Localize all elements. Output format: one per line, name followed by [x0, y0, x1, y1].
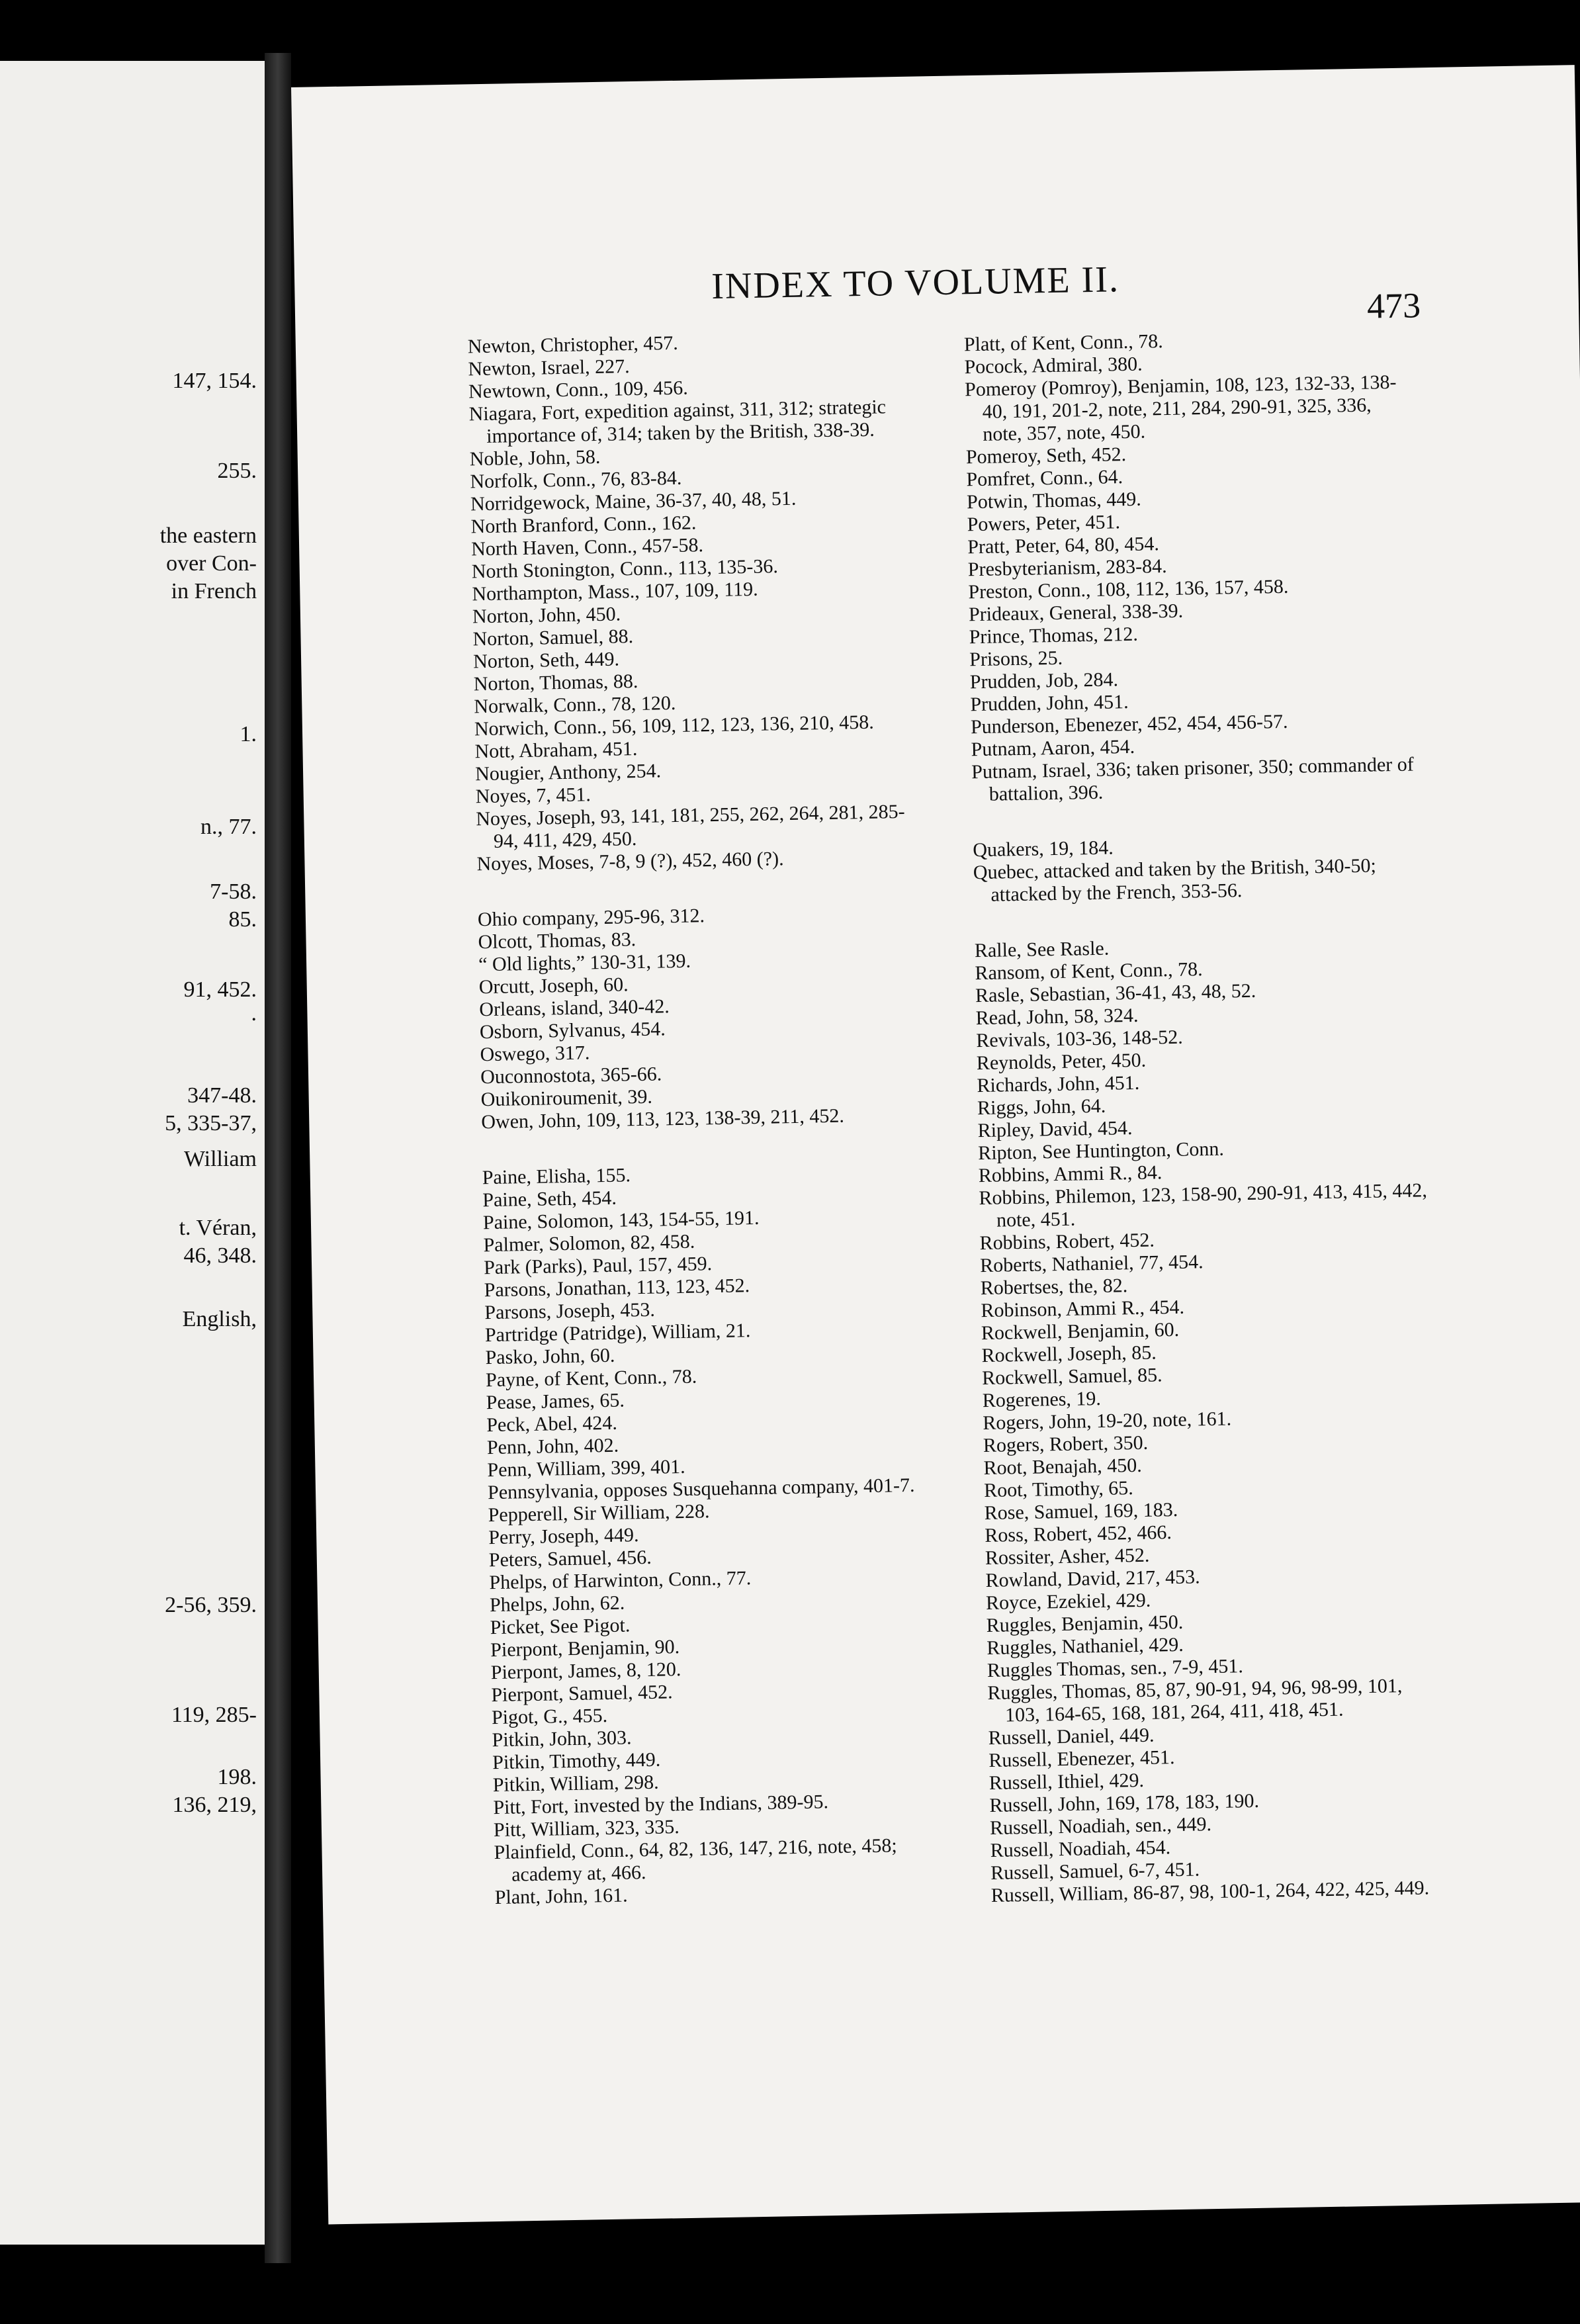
index-entry: Robinson, Ammi R., 454.: [981, 1296, 1185, 1322]
index-entry: Norton, Samuel, 88.: [472, 625, 634, 650]
index-entry: Penn, John, 402.: [486, 1434, 619, 1459]
index-entry: Pomeroy, Seth, 452.: [965, 443, 1127, 469]
index-entry: Northampton, Mass., 107, 109, 119.: [472, 578, 758, 605]
index-entry: Putnam, Aaron, 454.: [971, 735, 1135, 761]
fragment-text: 1.: [240, 722, 257, 746]
index-entry: Oswego, 317.: [480, 1042, 590, 1066]
index-entry: Ripton, See Huntington, Conn.: [977, 1138, 1225, 1165]
fragment-text: William: [183, 1147, 257, 1171]
index-entry: Root, Timothy, 65.: [983, 1477, 1134, 1502]
fragment-text: English,: [182, 1307, 257, 1331]
index-entry: Pratt, Peter, 64, 80, 454.: [967, 533, 1160, 559]
index-entry: Perry, Joseph, 449.: [488, 1524, 639, 1549]
index-entry: Pease, James, 65.: [486, 1389, 625, 1414]
index-entry: Ruggles, Benjamin, 450.: [986, 1611, 1184, 1637]
index-entry: Root, Benajah, 450.: [983, 1454, 1142, 1480]
index-entry: Rowland, David, 217, 453.: [985, 1566, 1200, 1592]
index-entry: Plant, John, 161.: [494, 1884, 628, 1909]
index-entry: Read, John, 58, 324.: [975, 1004, 1139, 1030]
index-entry: Paine, Solomon, 143, 154-55, 191.: [482, 1206, 760, 1234]
index-entry: Nougier, Anthony, 254.: [474, 760, 662, 785]
index-entry: Ruggles, Thomas, 85, 87, 90-91, 94, 96, 98-99, 101, 103, 164-65, 168, 181, 264, 411, 418, 451.: [987, 1675, 1403, 1726]
index-entry: Parsons, Jonathan, 113, 123, 452.: [484, 1274, 750, 1302]
index-entry: Prince, Thomas, 212.: [969, 623, 1139, 648]
index-entry: Ripley, David, 454.: [977, 1117, 1133, 1142]
index-entry: Ouikoniroumenit, 39.: [480, 1085, 653, 1111]
index-entry: Russell, William, 86-87, 98, 100-1, 264, 422, 425, 449.: [990, 1877, 1430, 1906]
index-entry: Newtown, Conn., 109, 456.: [468, 377, 688, 403]
fragment-text: 46, 348.: [183, 1243, 257, 1268]
index-entry: Ruggles Thomas, sen., 7-9, 451.: [987, 1655, 1244, 1682]
index-entry: Robbins, Robert, 452.: [979, 1229, 1155, 1255]
index-entry: North Haven, Conn., 457-58.: [470, 534, 704, 560]
index-entry: Olcott, Thomas, 83.: [478, 928, 636, 954]
index-entry: Norton, Seth, 449.: [472, 648, 620, 673]
index-entry: “ Old lights,” 130-31, 139.: [478, 950, 691, 976]
index-entry: Parsons, Joseph, 453.: [484, 1298, 656, 1324]
index-entry: Richards, John, 451.: [977, 1071, 1140, 1097]
index-entry: Ruggles, Nathaniel, 429.: [987, 1633, 1184, 1660]
index-entry: Prisons, 25.: [969, 647, 1063, 671]
index-entry: Osborn, Sylvanus, 454.: [479, 1018, 666, 1044]
index-entry: Pepperell, Sir William, 228.: [488, 1500, 710, 1527]
page-number: 473: [1366, 285, 1421, 326]
index-entry: Niagara, Fort, expedition against, 311, 312; strategic importance of, 314; taken by the British, 338-39.: [468, 396, 887, 447]
index-entry: Quebec, attacked and taken by the British, 340-50; attacked by the French, 353-56.: [973, 854, 1377, 906]
index-entry: Orcutt, Joseph, 60.: [478, 973, 629, 999]
index-entry: Norfolk, Conn., 76, 83-84.: [470, 467, 682, 493]
index-entry: Pomfret, Conn., 64.: [966, 466, 1123, 491]
index-entry: Ohio company, 295-96, 312.: [477, 905, 705, 931]
index-entry: Pigot, G., 455.: [491, 1705, 608, 1729]
index-entry: Pitkin, William, 298.: [492, 1771, 659, 1797]
fragment-text: 119, 285-: [171, 1703, 257, 1727]
index-entry: Noyes, Moses, 7-8, 9 (?), 452, 460 (?).: [476, 848, 784, 875]
index-entry: Russell, Daniel, 449.: [988, 1724, 1155, 1749]
index-entry: Preston, Conn., 108, 112, 136, 157, 458.: [968, 575, 1289, 603]
index-entry: Palmer, Solomon, 82, 458.: [483, 1230, 695, 1257]
fragment-text: 2-56, 359.: [165, 1593, 257, 1617]
index-entry: Robbins, Philemon, 123, 158-90, 290-91, 413, 415, 442, note, 451.: [979, 1179, 1428, 1231]
index-entry: Pierpont, James, 8, 120.: [490, 1658, 681, 1684]
index-entry: Nott, Abraham, 451.: [474, 738, 638, 763]
facing-page-fragment: [0, 61, 265, 2245]
fragment-text: over Con-: [166, 551, 257, 576]
index-entry: Pocock, Admiral, 380.: [964, 353, 1143, 379]
index-entry: Park (Parks), Paul, 157, 459.: [483, 1253, 713, 1279]
index-entry: Norton, Thomas, 88.: [473, 670, 638, 695]
index-column-right: [964, 326, 1441, 1907]
index-entry: Pasko, John, 60.: [485, 1344, 615, 1369]
index-entry: Pitt, Fort, invested by the Indians, 389-95.: [493, 1791, 829, 1819]
index-entry: Quakers, 19, 184.: [972, 836, 1114, 862]
fragment-text: 136, 219,: [172, 1793, 257, 1817]
running-header: INDEX TO VOLUME II.: [711, 259, 1120, 307]
fragment-text: 198.: [217, 1765, 257, 1789]
fragment-text: t. Véran,: [179, 1216, 257, 1240]
book-spine: [265, 53, 291, 2263]
index-entry: Russell, Noadiah, 454.: [990, 1836, 1171, 1861]
index-entry: Potwin, Thomas, 449.: [966, 488, 1141, 514]
index-entry: Roberts, Nathaniel, 77, 454.: [979, 1251, 1204, 1277]
index-entry: Norwalk, Conn., 78, 120.: [474, 692, 676, 718]
index-entry: North Stonington, Conn., 113, 135-36.: [471, 555, 779, 583]
index-column-left: [468, 328, 945, 1910]
fragment-text: the eastern: [159, 523, 257, 548]
index-entry: Phelps, John, 62.: [489, 1591, 625, 1617]
index-entry: Peters, Samuel, 456.: [488, 1546, 652, 1572]
index-entry: Picket, See Pigot.: [490, 1614, 631, 1639]
fragment-text: 147, 154.: [172, 369, 257, 393]
index-entry: Pitt, William, 323, 335.: [493, 1816, 680, 1842]
index-entry: Rockwell, Benjamin, 60.: [981, 1318, 1180, 1345]
index-entry: Pomeroy (Pomroy), Benjamin, 108, 123, 132-33, 138-40, 191, 201-2, note, 211, 284, 290-91, 325, 336, note, 357, note, 450.: [964, 371, 1397, 445]
index-entry: Partridge (Patridge), William, 21.: [484, 1319, 751, 1347]
index-entry: Norridgewock, Maine, 36-37, 40, 48, 51.: [470, 487, 797, 515]
index-entry: Riggs, John, 64.: [977, 1095, 1106, 1120]
fragment-text: 347-48.: [187, 1083, 257, 1108]
index-entry: Rose, Samuel, 169, 183.: [984, 1498, 1178, 1525]
index-entry: Paine, Seth, 454.: [482, 1186, 617, 1212]
index-entry: Rogerenes, 19.: [982, 1387, 1102, 1412]
fragment-text: 85.: [228, 907, 257, 932]
index-entry: Rasle, Sebastian, 36-41, 43, 48, 52.: [975, 979, 1256, 1007]
index-entry: Reynolds, Peter, 450.: [976, 1049, 1147, 1075]
fragment-text: 7-58.: [210, 879, 257, 904]
index-entry: Ross, Robert, 452, 466.: [985, 1521, 1172, 1547]
index-entry: Russell, Samuel, 6-7, 451.: [990, 1858, 1200, 1884]
fragment-text: n., 77.: [200, 815, 257, 839]
index-entry: Norton, John, 450.: [472, 603, 621, 628]
index-entry: Russell, John, 169, 178, 183, 190.: [989, 1789, 1260, 1816]
index-entry: Rogers, John, 19-20, note, 161.: [983, 1408, 1232, 1435]
index-entry: Ransom, of Kent, Conn., 78.: [975, 958, 1203, 985]
index-entry: Pitkin, Timothy, 449.: [492, 1748, 661, 1774]
fragment-text: .: [251, 1001, 257, 1026]
index-entry: Pierpont, Benjamin, 90.: [490, 1636, 680, 1662]
fragment-text: 5, 335-37,: [165, 1111, 257, 1136]
index-entry: Payne, of Kent, Conn., 78.: [485, 1365, 697, 1392]
index-entry: Owen, John, 109, 113, 123, 138-39, 211, 452.: [481, 1104, 845, 1134]
index-entry: Newton, Israel, 227.: [468, 355, 630, 380]
index-entry: Punderson, Ebenezer, 452, 454, 456-57.: [970, 710, 1288, 738]
fragment-text: 91, 452.: [183, 977, 257, 1002]
index-entry: North Branford, Conn., 162.: [470, 512, 697, 538]
index-entry: Pierpont, Samuel, 452.: [491, 1681, 673, 1707]
index-entry: Prudden, John, 451.: [970, 691, 1129, 716]
index-page: [291, 65, 1580, 2224]
index-entry: Plainfield, Conn., 64, 82, 136, 147, 216, note, 458; academy at, 466.: [494, 1834, 897, 1886]
index-entry: Revivals, 103-36, 148-52.: [976, 1026, 1184, 1052]
index-entry: Orleans, island, 340-42.: [479, 995, 670, 1021]
index-entry: Presbyterianism, 283-84.: [967, 555, 1167, 581]
index-entry: Ralle, See Rasle.: [974, 937, 1110, 962]
index-entry: Russell, Noadiah, sen., 449.: [989, 1813, 1212, 1839]
index-entry: Newton, Christopher, 457.: [467, 332, 679, 358]
index-entry: Putnam, Israel, 336; taken prisoner, 350; commander of battalion, 396.: [971, 753, 1415, 805]
index-entry: Prudden, Job, 284.: [969, 668, 1119, 693]
index-entry: Paine, Elisha, 155.: [482, 1164, 631, 1189]
index-entry: Robertses, the, 82.: [980, 1274, 1128, 1300]
index-entry: Russell, Ebenezer, 451.: [988, 1746, 1175, 1771]
index-entry: Powers, Peter, 451.: [967, 511, 1121, 536]
index-entry: Phelps, of Harwinton, Conn., 77.: [489, 1567, 752, 1594]
index-entry: Rockwell, Joseph, 85.: [981, 1341, 1157, 1367]
index-entry: Platt, of Kent, Conn., 78.: [963, 330, 1164, 356]
index-entry: Noyes, 7, 451.: [475, 783, 592, 808]
index-entry: Pitkin, John, 303.: [492, 1726, 632, 1752]
index-entry: Norwich, Conn., 56, 109, 112, 123, 136, 210, 458.: [474, 711, 875, 740]
index-entry: Rockwell, Samuel, 85.: [981, 1364, 1163, 1390]
fragment-text: 255.: [217, 459, 257, 483]
index-entry: Russell, Ithiel, 429.: [988, 1769, 1145, 1794]
index-entry: Prideaux, General, 338-39.: [968, 600, 1184, 626]
index-entry: Pennsylvania, opposes Susquehanna company, 401-7.: [487, 1474, 915, 1504]
index-entry: Ouconnostota, 365-66.: [480, 1063, 662, 1089]
index-entry: Noble, John, 58.: [469, 445, 601, 470]
index-entry: Penn, William, 399, 401.: [487, 1455, 685, 1482]
index-entry: Robbins, Ammi R., 84.: [978, 1161, 1163, 1187]
index-entry: Royce, Ezekiel, 429.: [985, 1589, 1151, 1615]
index-entry: Noyes, Joseph, 93, 141, 181, 255, 262, 264, 281, 285-94, 411, 429, 450.: [476, 800, 905, 852]
index-entry: Rossiter, Asher, 452.: [985, 1544, 1150, 1570]
index-entry: Rogers, Robert, 350.: [983, 1431, 1149, 1457]
index-entry: Peck, Abel, 424.: [486, 1411, 618, 1437]
fragment-text: in French: [171, 579, 257, 603]
